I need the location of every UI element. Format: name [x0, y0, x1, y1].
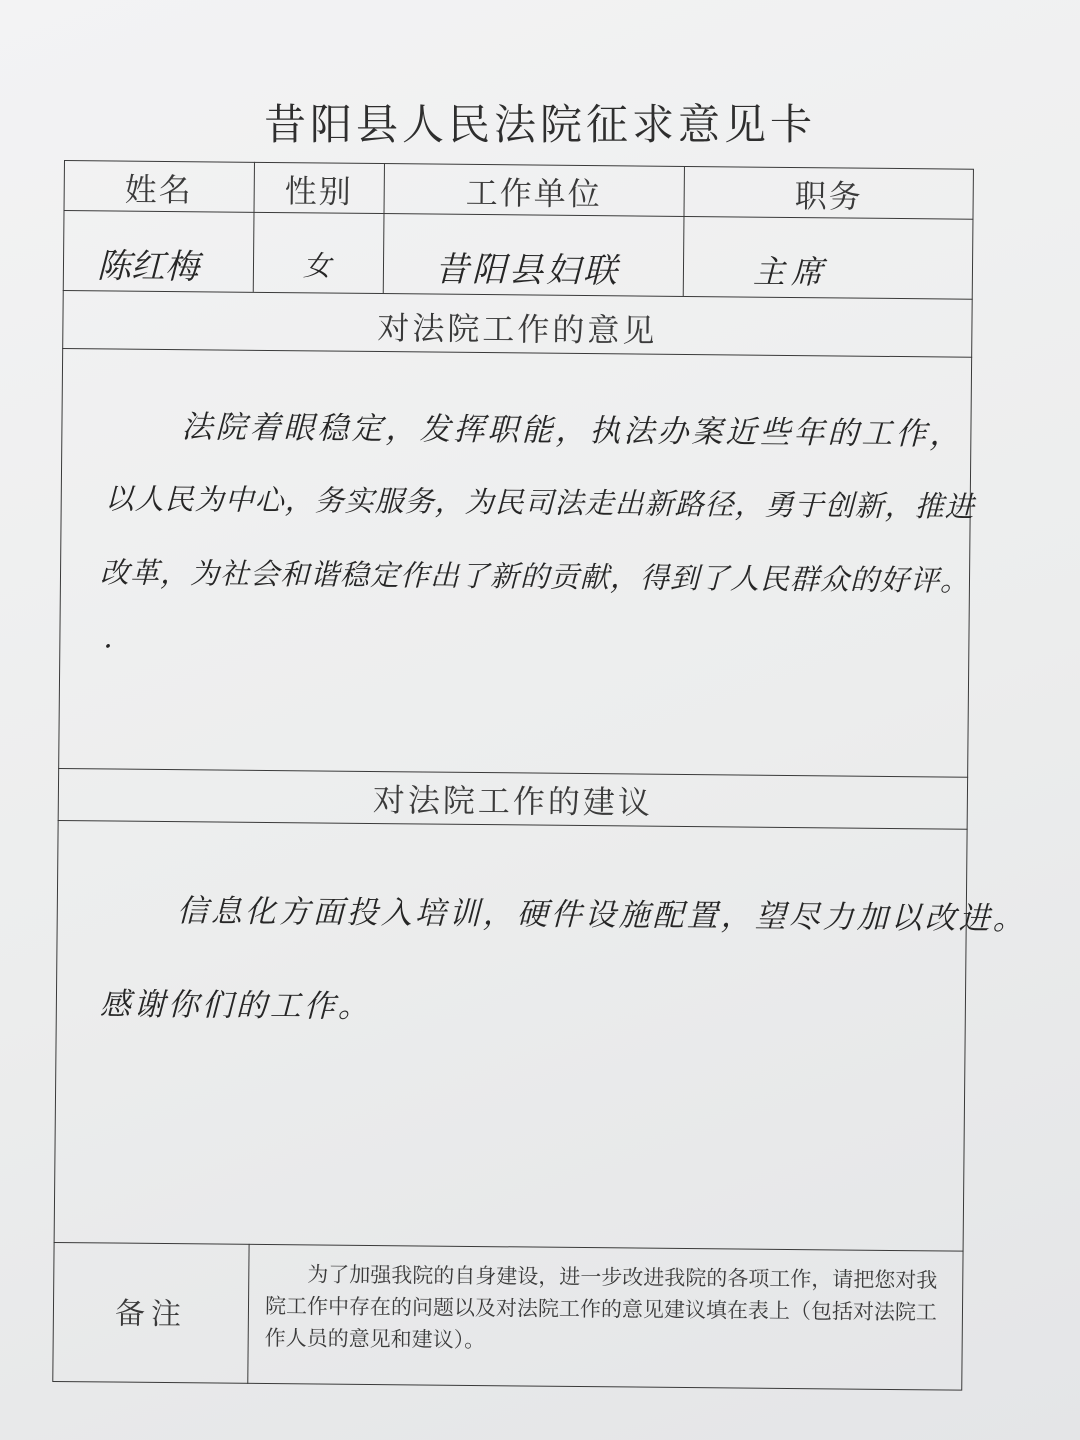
suggestion-line-2: 感谢你们的工作。 [99, 986, 373, 1025]
opinion-line-1: 法院着眼稳定，发挥职能，执法办案近些年的工作， [181, 409, 964, 453]
feedback-form [52, 160, 1027, 1391]
opinion-heading: 对法院工作的意见 [377, 309, 658, 350]
header-gender: 性别 [284, 172, 353, 211]
header-position: 职务 [794, 177, 863, 216]
header-workplace: 工作单位 [465, 173, 602, 214]
entry-workplace: 昔阳县妇联 [434, 249, 621, 292]
suggestion-line-1: 信息化方面投入培训，硬件设施配置，望尽力加以改进。 [176, 893, 1027, 938]
remarks-text: 为了加强我院的自身建设，进一步改进我院的各项工作，请把您对我院工作中存在的问题以及对法院工作的意见建议填在表上（包括对法院工作人员的意见和建议）。 [264, 1262, 938, 1353]
entry-position: 主席 [752, 252, 830, 292]
remarks-label: 备注 [114, 1296, 188, 1333]
header-name: 姓名 [124, 170, 193, 210]
entry-name: 陈红梅 [96, 246, 200, 288]
opinion-line-2: 以人民为中心，务实服务，为民司法走出新路径，勇于创新，推进 [104, 481, 975, 524]
opinion-line-3: 改革，为社会和谐稳定作出了新的贡献，得到了人民群众的好评。 [99, 555, 971, 598]
entry-gender: 女 [302, 249, 332, 283]
suggestion-heading: 对法院工作的建议 [372, 780, 654, 822]
form-title: 昔阳县人民法院征求意见卡 [263, 100, 816, 149]
opinion-line-4: . [103, 620, 113, 655]
